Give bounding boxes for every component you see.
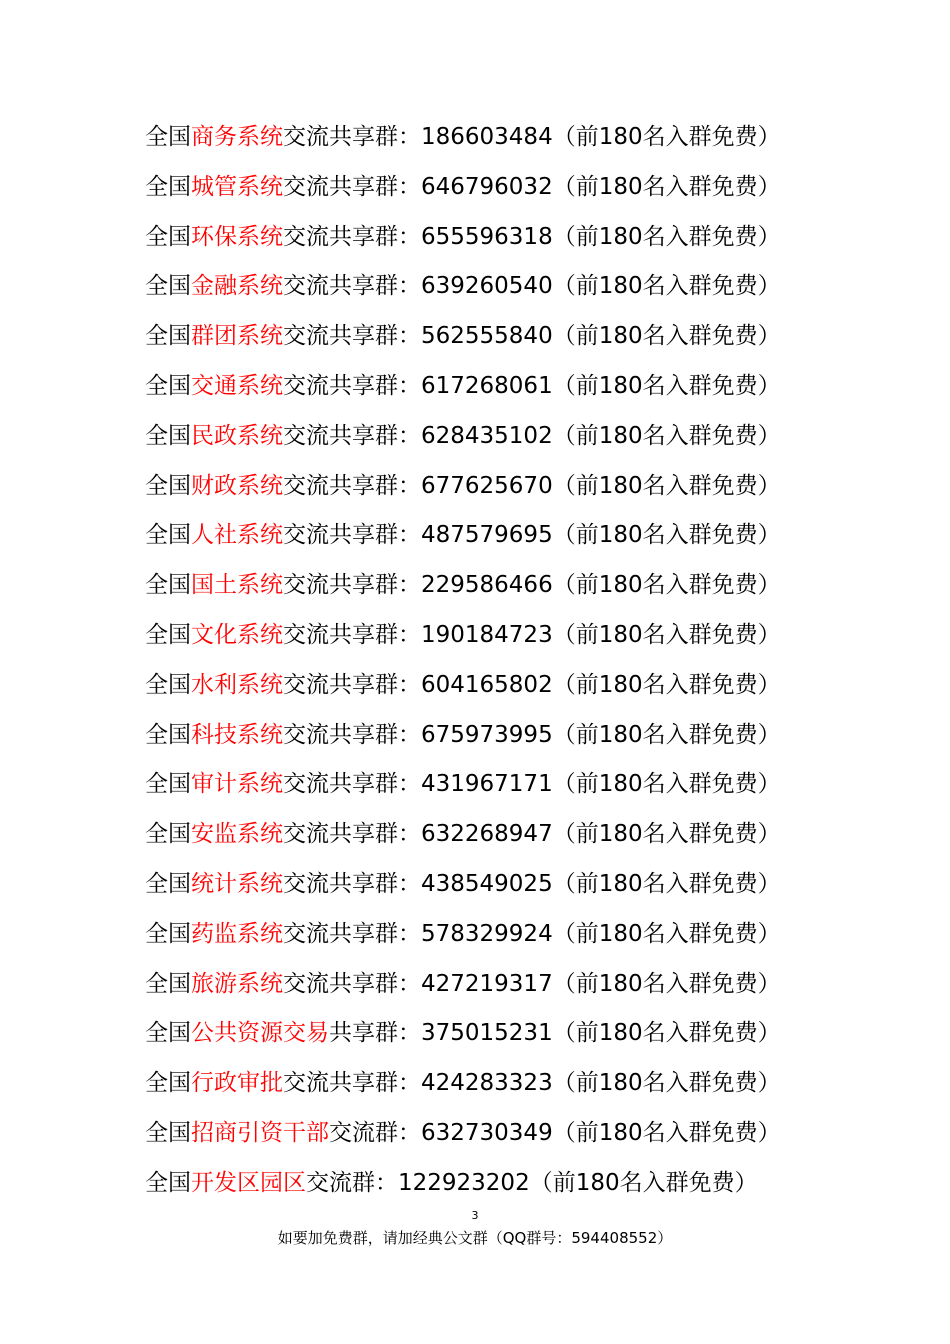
- group-prefix: 全国: [145, 821, 191, 848]
- group-number: 424283323: [421, 1070, 553, 1097]
- group-suffix: 交流群：: [306, 1169, 398, 1196]
- group-note: （前180名入群免费）: [552, 372, 781, 399]
- group-suffix: 交流共享群：: [283, 572, 421, 599]
- group-note: （前180名入群免费）: [552, 273, 781, 300]
- group-prefix: 全国: [145, 273, 191, 300]
- group-prefix: 全国: [145, 920, 191, 947]
- group-suffix: 交流共享群：: [283, 323, 421, 350]
- group-prefix: 全国: [145, 124, 191, 150]
- group-row: [145, 910, 935, 960]
- group-note: （前180名入群免费）: [552, 173, 781, 200]
- group-note: （前180名入群免费）: [552, 522, 781, 549]
- group-suffix: 交流共享群：: [283, 721, 421, 748]
- group-category: 金融系统: [191, 273, 283, 300]
- group-category: 国土系统: [191, 572, 283, 599]
- group-row: [145, 113, 935, 163]
- group-row: [145, 412, 935, 462]
- group-prefix: 全国: [145, 1169, 191, 1196]
- group-row: [145, 511, 935, 561]
- group-number: 427219317: [421, 970, 553, 997]
- group-row: [145, 1109, 935, 1159]
- group-row: [145, 611, 935, 661]
- group-note: （前180名入群免费）: [552, 1020, 781, 1047]
- group-suffix: 交流共享群：: [283, 621, 421, 648]
- group-number: 438549025: [421, 870, 553, 897]
- group-number: 122923202: [398, 1169, 530, 1196]
- group-prefix: 全国: [145, 621, 191, 648]
- group-suffix: 交流共享群：: [283, 422, 421, 449]
- group-note: （前180名入群免费）: [552, 223, 781, 250]
- group-suffix: 交流共享群：: [283, 771, 421, 798]
- group-note: （前180名入群免费）: [552, 771, 781, 798]
- group-category: 群团系统: [191, 323, 283, 350]
- group-number: 562555840: [421, 323, 553, 350]
- group-note: （前180名入群免费）: [552, 671, 781, 698]
- group-number: 632730349: [421, 1119, 553, 1146]
- group-number: 186603484: [421, 124, 553, 150]
- group-prefix: 全国: [145, 323, 191, 350]
- group-number: 190184723: [421, 621, 553, 648]
- group-row: [145, 213, 935, 263]
- group-category: 招商引资干部: [191, 1119, 329, 1146]
- group-prefix: 全国: [145, 223, 191, 250]
- group-category: 民政系统: [191, 422, 283, 449]
- footer-note: 如要加免费群，请加经典公文群（QQ群号：594408552）: [277, 1229, 673, 1247]
- group-number: 431967171: [421, 771, 553, 798]
- group-number: 617268061: [421, 372, 553, 399]
- group-category: 旅游系统: [191, 970, 283, 997]
- group-prefix: 全国: [145, 671, 191, 698]
- group-note: （前180名入群免费）: [552, 124, 781, 150]
- group-suffix: 交流共享群：: [283, 522, 421, 549]
- group-category: 城管系统: [191, 173, 283, 200]
- group-suffix: 交流共享群：: [283, 273, 421, 300]
- group-suffix: 交流共享群：: [283, 920, 421, 947]
- group-suffix: 交流群：: [329, 1119, 421, 1146]
- group-list: [145, 113, 935, 1209]
- group-row: [145, 1009, 935, 1059]
- group-number: 229586466: [421, 572, 553, 599]
- group-number: 632268947: [421, 821, 553, 848]
- group-note: （前180名入群免费）: [552, 323, 781, 350]
- group-row: [145, 561, 935, 611]
- group-category: 统计系统: [191, 870, 283, 897]
- group-row: [145, 262, 935, 312]
- group-note: （前180名入群免费）: [552, 1070, 781, 1097]
- group-note: （前180名入群免费）: [552, 721, 781, 748]
- group-number: 675973995: [421, 721, 553, 748]
- group-prefix: 全国: [145, 522, 191, 549]
- group-number: 677625670: [421, 472, 553, 499]
- group-row: [145, 860, 935, 910]
- group-category: 开发区园区: [191, 1169, 306, 1196]
- group-note: （前180名入群免费）: [552, 472, 781, 499]
- group-note: （前180名入群免费）: [552, 870, 781, 897]
- group-category: 商务系统: [191, 124, 283, 150]
- group-prefix: 全国: [145, 372, 191, 399]
- group-note: （前180名入群免费）: [552, 1119, 781, 1146]
- group-category: 交通系统: [191, 372, 283, 399]
- group-category: 人社系统: [191, 522, 283, 549]
- group-category: 财政系统: [191, 472, 283, 499]
- group-row: [145, 1159, 935, 1209]
- group-prefix: 全国: [145, 870, 191, 897]
- group-suffix: 交流共享群：: [283, 821, 421, 848]
- group-row: [145, 312, 935, 362]
- group-row: [145, 362, 935, 412]
- group-category: 药监系统: [191, 920, 283, 947]
- group-note: （前180名入群免费）: [552, 621, 781, 648]
- group-number: 375015231: [421, 1020, 553, 1047]
- group-note: （前180名入群免费）: [552, 572, 781, 599]
- group-category: 安监系统: [191, 821, 283, 848]
- group-prefix: 全国: [145, 1119, 191, 1146]
- group-number: 487579695: [421, 522, 553, 549]
- group-note: （前180名入群免费）: [552, 920, 781, 947]
- group-row: [145, 960, 935, 1010]
- group-prefix: 全国: [145, 1070, 191, 1097]
- page-number: 3: [471, 1209, 479, 1222]
- group-suffix: 交流共享群：: [283, 173, 421, 200]
- group-category: 行政审批: [191, 1070, 283, 1097]
- group-suffix: 交流共享群：: [283, 671, 421, 698]
- group-category: 文化系统: [191, 621, 283, 648]
- group-prefix: 全国: [145, 472, 191, 499]
- group-number: 604165802: [421, 671, 553, 698]
- group-category: 公共资源交易: [191, 1020, 329, 1047]
- group-category: 审计系统: [191, 771, 283, 798]
- group-number: 655596318: [421, 223, 553, 250]
- group-row: [145, 760, 935, 810]
- group-number: 646796032: [421, 173, 553, 200]
- group-suffix: 交流共享群：: [283, 970, 421, 997]
- group-row: [145, 1059, 935, 1109]
- group-note: （前180名入群免费）: [529, 1169, 758, 1196]
- group-number: 578329924: [421, 920, 553, 947]
- group-number: 639260540: [421, 273, 553, 300]
- group-suffix: 交流共享群：: [283, 1070, 421, 1097]
- group-note: （前180名入群免费）: [552, 821, 781, 848]
- group-note: （前180名入群免费）: [552, 970, 781, 997]
- group-category: 科技系统: [191, 721, 283, 748]
- group-category: 水利系统: [191, 671, 283, 698]
- group-row: [145, 462, 935, 512]
- group-row: [145, 163, 935, 213]
- group-note: （前180名入群免费）: [552, 422, 781, 449]
- group-category: 环保系统: [191, 223, 283, 250]
- group-row: [145, 810, 935, 860]
- group-suffix: 交流共享群：: [283, 870, 421, 897]
- group-row: [145, 711, 935, 761]
- group-prefix: 全国: [145, 771, 191, 798]
- group-prefix: 全国: [145, 1020, 191, 1047]
- group-suffix: 交流共享群：: [283, 124, 421, 150]
- group-prefix: 全国: [145, 572, 191, 599]
- group-prefix: 全国: [145, 970, 191, 997]
- group-prefix: 全国: [145, 173, 191, 200]
- group-row: [145, 661, 935, 711]
- group-suffix: 交流共享群：: [283, 372, 421, 399]
- group-suffix: 共享群：: [329, 1020, 421, 1047]
- group-prefix: 全国: [145, 721, 191, 748]
- group-prefix: 全国: [145, 422, 191, 449]
- group-suffix: 交流共享群：: [283, 223, 421, 250]
- group-number: 628435102: [421, 422, 553, 449]
- group-suffix: 交流共享群：: [283, 472, 421, 499]
